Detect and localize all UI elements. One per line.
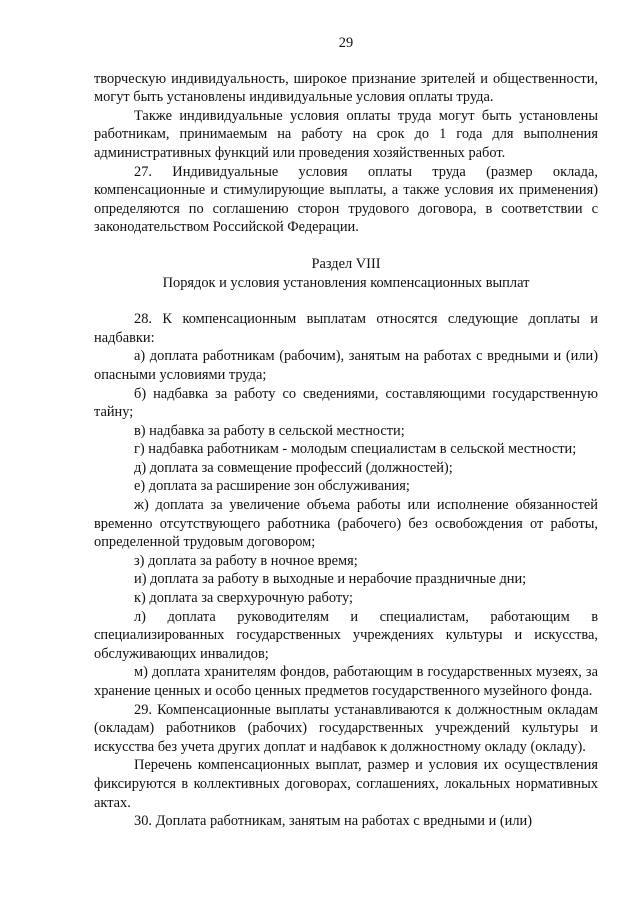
list-item-i: и) доплата за работу в выходные и нерабочие праздничные дни; — [134, 571, 527, 588]
list-item-v: в) надбавка за работу в сельской местности; — [134, 422, 405, 439]
section-title: Порядок и условия установления компенсационных выплат — [162, 274, 530, 291]
page-number: 29 — [338, 35, 354, 51]
section-heading: Раздел VIII — [311, 255, 381, 272]
paragraph-27: 27. Индивидуальные условия оплаты труда (размер оклада, компенсационные и стимулирующие выплаты, а также условия их применения) определяются по соглашению сторон трудового договора, в соответствии с законодательством Российской Федерации. — [94, 163, 598, 236]
paragraph-temporary-workers: Также индивидуальные условия оплаты труда могут быть установлены работникам, принимаемым на работу на срок до 1 года для выполнения административных функций или проведения хозяйственных работ. — [94, 107, 598, 161]
list-item-g: г) надбавка работникам - молодым специалистам в сельской местности; — [134, 441, 577, 458]
list-item-m: м) доплата хранителям фондов, работающим в государственных музеях, за хранение ценных и особо ценных предметов государственного музейного фонда. — [94, 664, 598, 699]
paragraph-continuation: творческую индивидуальность, широкое признание зрителей и общественности, могут быть установлены индивидуальные условия оплаты труда. — [94, 70, 598, 106]
paragraph-30: 30. Доплата работникам, занятым на работах с вредными и (или) — [134, 813, 533, 830]
paragraph-28: 28. К компенсационным выплатам относятся следующие доплаты и надбавки: — [94, 311, 598, 346]
list-item-d: д) доплата за совмещение профессий (должностей); — [134, 459, 453, 476]
paragraph-29-list: Перечень компенсационных выплат, размер и условия их осуществления фиксируются в коллективных договорах, соглашениях, локальных нормативных актах. — [94, 757, 598, 811]
list-item-b: б) надбавка за работу со сведениями, составляющими государственную тайну; — [94, 385, 598, 421]
list-item-e: е) доплата за расширение зон обслуживания; — [134, 478, 410, 495]
list-item-k: к) доплата за сверхурочную работу; — [134, 590, 353, 607]
list-item-zh: ж) доплата за увеличение объема работы или исполнение обязанностей временно отсутствующего работника (рабочего) без освобождения от работы, определенной трудовым договором; — [94, 497, 598, 551]
paragraph-29: 29. Компенсационные выплаты устанавливаются к должностным окладам (окладам) работников (рабочих) государственных учреждений культуры и искусства без учета других доплат и надбавок к должностному окладу (окладу). — [94, 701, 598, 755]
list-item-a: а) доплата работникам (рабочим), занятым на работах с вредными и (или) опасными условиями труда; — [94, 348, 598, 383]
list-item-z: з) доплата за работу в ночное время; — [134, 552, 358, 569]
list-item-l: л) доплата руководителям и специалистам, работающим в специализированных государственных учреждениях культуры и искусства, обслуживающих инвалидов; — [94, 608, 598, 662]
